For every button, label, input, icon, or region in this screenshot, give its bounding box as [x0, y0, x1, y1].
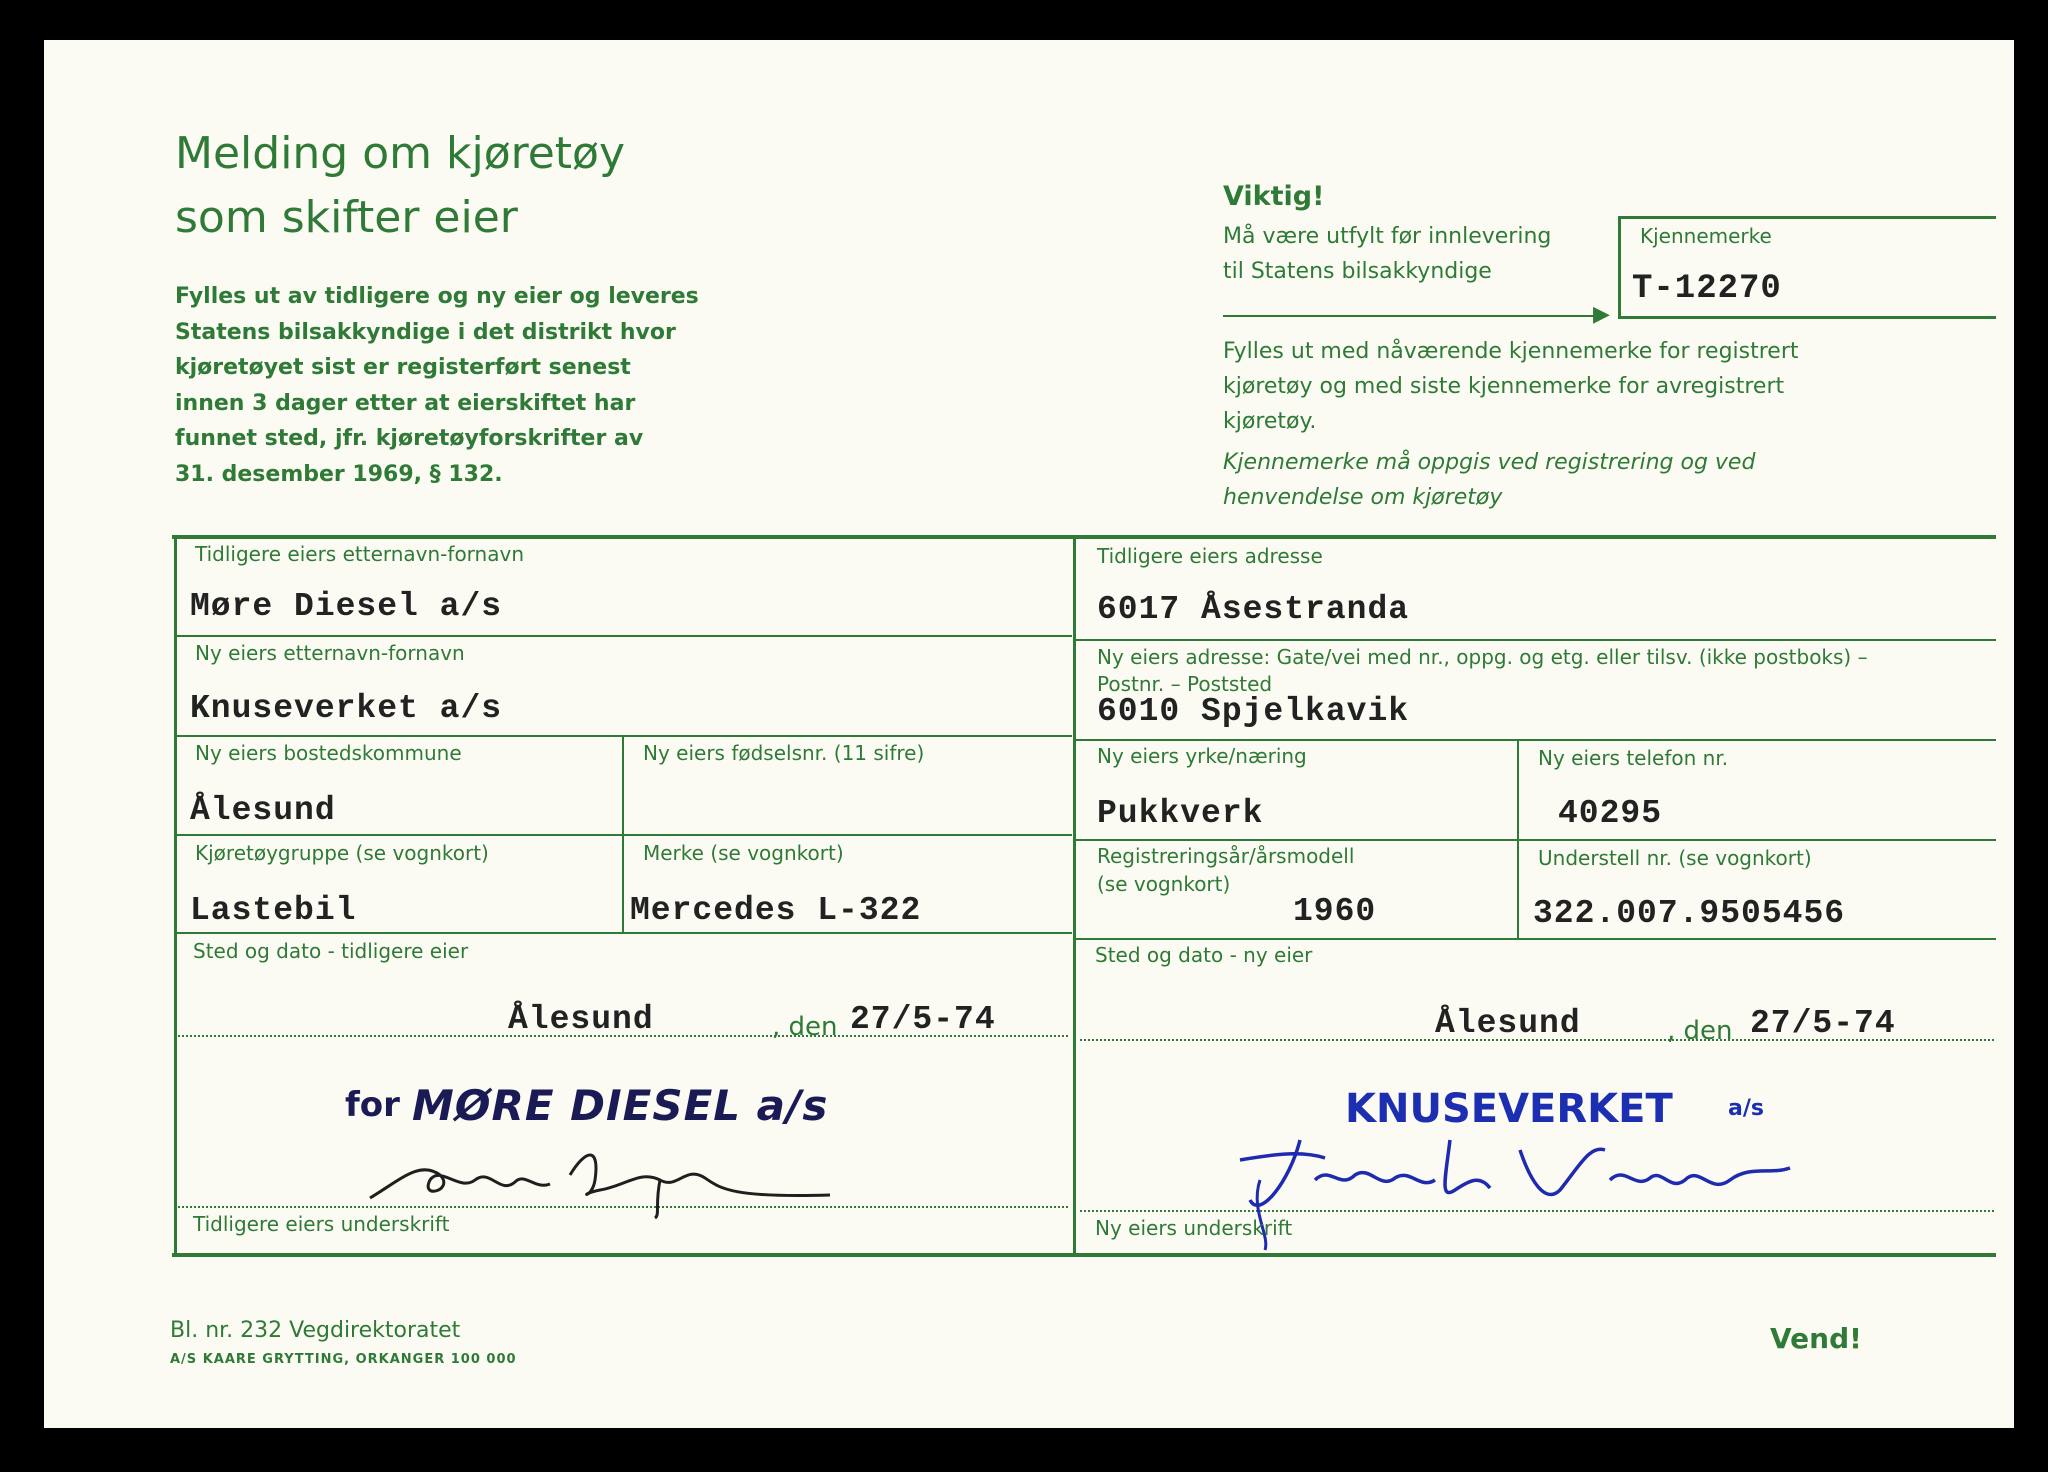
instruction-line: kjøretøyet sist er registerført senest [175, 355, 631, 380]
instruction-line: Fylles ut av tidligere og ny eier og leveres [175, 284, 699, 309]
form-title-line1: Melding om kjøretøy [175, 128, 626, 179]
row-divider [176, 735, 1072, 737]
note-line: kjøretøy og med siste kjennemerke for avregistrert [1223, 374, 1785, 399]
phone-value[interactable]: 40295 [1558, 795, 1663, 832]
new-owner-name-value[interactable]: Knuseverket a/s [190, 690, 503, 727]
row-divider [1076, 639, 1996, 641]
prev-stamp-for: for [345, 1085, 400, 1125]
printer-info: A/S KAARE GRYTTING, ORKANGER 100 000 [170, 1352, 517, 1367]
occupation-label: Ny eiers yrke/næring [1097, 744, 1307, 768]
prev-owner-address-label: Tidligere eiers adresse [1097, 544, 1323, 568]
prev-owner-stamp: MØRE DIESEL a/s [412, 1081, 829, 1130]
viktig-heading: Viktig! [1223, 181, 1325, 212]
chassis-label: Understell nr. (se vognkort) [1538, 846, 1812, 870]
viktig-note [1223, 334, 1799, 439]
prev-signature-label: Tidligere eiers underskrift [193, 1212, 450, 1236]
kjennemerke-box-top [1618, 216, 1996, 219]
prev-owner-address-value[interactable]: 6017 Åsestranda [1097, 591, 1410, 628]
place-prev-value[interactable]: Ålesund [508, 1001, 654, 1038]
form-title-line2: som skifter eier [175, 192, 518, 243]
arrow-line [1223, 315, 1599, 317]
instructions-block [175, 279, 699, 492]
new-owner-stamp: KNUSEVERKET [1345, 1086, 1673, 1132]
instruction-line: funnet sted, jfr. kjøretøyforskrifter av [175, 426, 644, 451]
form-number: Bl. nr. 232 Vegdirektoratet [170, 1318, 461, 1343]
chassis-value[interactable]: 322.007.9505456 [1533, 895, 1846, 932]
col-divider [622, 737, 624, 933]
date-prev-value[interactable]: 27/5-74 [850, 1001, 996, 1038]
instruction-line: 31. desember 1969, § 132. [175, 461, 503, 487]
instruction-line: Statens bilsakkyndige i det distrikt hvor [175, 319, 676, 345]
date-new-value[interactable]: 27/5-74 [1750, 1005, 1896, 1042]
new-owner-name-label: Ny eiers etternavn-fornavn [195, 641, 465, 665]
kjennemerke-value: T-12270 [1632, 270, 1782, 308]
row-divider [176, 834, 1072, 836]
reg-year-label2: (se vognkort) [1097, 872, 1231, 896]
row-divider [1076, 839, 1996, 841]
new-signature-label: Ny eiers underskrift [1095, 1216, 1293, 1240]
den-new-label: , den [1667, 1016, 1733, 1046]
occupation-value[interactable]: Pukkverk [1097, 795, 1264, 832]
reg-year-value[interactable]: 1960 [1293, 893, 1377, 930]
form-top-border [172, 535, 1996, 539]
vehicle-group-value[interactable]: Lastebil [190, 892, 357, 929]
italic-line: Kjennemerke må oppgis ved registrering og ved [1223, 450, 1756, 475]
row-divider [176, 635, 1072, 637]
municipality-value[interactable]: Ålesund [190, 792, 336, 829]
kjennemerke-label: Kjennemerke [1640, 224, 1772, 248]
note-line: Fylles ut med nåværende kjennemerke for registrert [1223, 339, 1799, 364]
place-date-prev-label: Sted og dato - tidligere eier [193, 939, 469, 963]
viktig-italic-note [1223, 445, 1755, 515]
reg-year-label: Registreringsår/årsmodell [1097, 844, 1355, 868]
vend-label: Vend! [1770, 1322, 1862, 1355]
kjennemerke-box-left [1618, 218, 1621, 318]
form-left-border [174, 537, 177, 1255]
prev-owner-signature [360, 1120, 840, 1220]
viktig-line1: Må være utfylt før innlevering [1223, 224, 1552, 249]
make-value[interactable]: Mercedes L-322 [630, 892, 922, 929]
new-owner-address-label: Ny eiers adresse: Gate/vei med nr., oppg. og etg. eller tilsv. (ikke postboks) – [1097, 645, 1868, 669]
new-owner-address-label2: Postnr. – Poststed [1097, 672, 1273, 696]
note-line: kjøretøy. [1223, 409, 1317, 434]
phone-label: Ny eiers telefon nr. [1538, 746, 1729, 770]
make-label: Merke (se vognkort) [643, 841, 844, 865]
prev-owner-name-label: Tidligere eiers etternavn-fornavn [195, 542, 524, 566]
viktig-line2: til Statens bilsakkyndige [1223, 259, 1492, 284]
kjennemerke-box-bottom [1618, 316, 1996, 319]
new-owner-stamp-suffix: a/s [1728, 1096, 1764, 1121]
row-divider [1076, 938, 1996, 940]
place-new-value[interactable]: Ålesund [1435, 1005, 1581, 1042]
italic-line: henvendelse om kjøretøy [1223, 485, 1503, 510]
arrow-head-icon: ▶ [1593, 302, 1610, 327]
instruction-line: innen 3 dager etter at eierskiftet har [175, 390, 636, 416]
place-date-new-label: Sted og dato - ny eier [1095, 943, 1313, 967]
prev-owner-name-value[interactable]: Møre Diesel a/s [190, 588, 503, 625]
new-owner-address-value[interactable]: 6010 Spjelkavik [1097, 693, 1410, 730]
birth-number-label: Ny eiers fødselsnr. (11 sifre) [643, 741, 925, 765]
row-divider [176, 932, 1072, 934]
new-owner-signature [1230, 1120, 1830, 1260]
municipality-label: Ny eiers bostedskommune [195, 741, 462, 765]
form-center-divider [1073, 537, 1076, 1255]
vehicle-group-label: Kjøretøygruppe (se vognkort) [195, 841, 489, 865]
col-divider [1517, 741, 1519, 938]
row-divider [1076, 739, 1996, 741]
den-prev-label: , den [772, 1012, 838, 1042]
